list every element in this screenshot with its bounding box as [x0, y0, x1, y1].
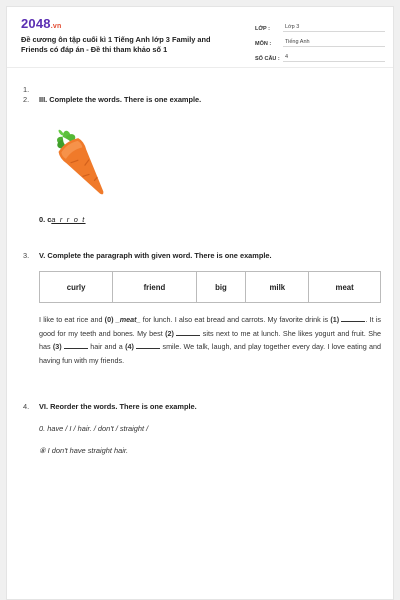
- blank-3[interactable]: [64, 341, 88, 349]
- document-meta: [255, 19, 385, 64]
- word-bank-cell: milk: [246, 272, 309, 303]
- blank-4[interactable]: [136, 341, 160, 349]
- question-4-title: VI. Reorder the words. There is one example.: [39, 402, 197, 411]
- meta-row-class: LỚP : Lớp 3: [255, 19, 385, 32]
- paragraph-text: I like to eat rice and (0) _meat_ for lunch. I also eat bread and carrots. My favorite drink is (1) . It is good for my teeth and bones. My best (2) sits next to me at lunch. She likes yogurt and fruit. She has (3) hair and a (4) smile. We talk, laugh, and play together every day. I love eating and having fun with my friends.: [39, 315, 382, 366]
- word-bank-table: [39, 271, 381, 303]
- blank-2[interactable]: [176, 328, 200, 336]
- site-logo[interactable]: 2048.vn: [21, 16, 62, 31]
- worksheet-content: [23, 85, 383, 455]
- meta-row-question-count: SỐ CÂU : 4: [255, 49, 385, 62]
- question-3: 3. V. Complete the paragraph with given word. There is one example. curly friend big milk meat I like to eat rice and (0) _meat_ for lunch. I also eat bread and carrots. My favorite drink is (1) . It is good for my teeth and bones. My best (2) sits next to me at lunch. She likes yogurt and fruit. She has (3) hair and a (4) smile. We talk, laugh, and play together every day. I love eating and having fun with my friends.: [23, 251, 383, 261]
- question-1: 1.: [23, 85, 30, 94]
- reorder-example: 0. have / I / hair. / don't / straight /: [39, 424, 149, 433]
- question-2: 2. III. Complete the words. There is one example.: [23, 95, 202, 104]
- document-header: [7, 7, 393, 68]
- blank-1[interactable]: [341, 314, 365, 322]
- example-answer-carrot: 0. ca r r o t: [39, 215, 86, 224]
- word-bank-cell: big: [196, 272, 246, 303]
- word-bank-cell: curly: [40, 272, 113, 303]
- word-bank-cell: meat: [309, 272, 381, 303]
- question-4: 4. VI. Reorder the words. There is one example. 0. have / I / hair. / don't / straight / ⑧ I don't have straight hair.: [23, 402, 197, 455]
- question-3-title: V. Complete the paragraph with given word. There is one example.: [39, 251, 272, 260]
- meta-row-subject: MÔN : Tiếng Anh: [255, 34, 385, 47]
- question-2-title: III. Complete the words. There is one example.: [39, 95, 202, 104]
- document-title: Đề cương ôn tập cuối kì 1 Tiếng Anh lớp 3 Family and Friends có đáp án - Đề thi tham khảo số 1: [21, 35, 211, 54]
- reorder-example-answer: ⑧ I don't have straight hair.: [39, 446, 129, 455]
- word-bank-cell: friend: [113, 272, 196, 303]
- worksheet-page: [6, 6, 394, 600]
- carrot-icon: [41, 123, 121, 203]
